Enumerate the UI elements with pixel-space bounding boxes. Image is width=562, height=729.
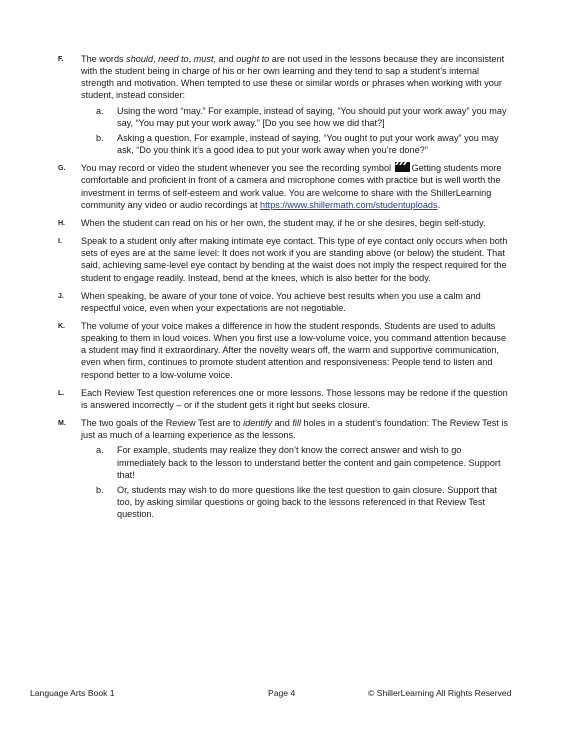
sub-item-letter: b.: [96, 132, 104, 143]
item-text: [81, 217, 510, 229]
sub-list-item: [96, 132, 510, 156]
item-letter: J.: [58, 292, 64, 300]
sub-item-letter: a.: [96, 105, 104, 116]
item-text: [81, 417, 510, 441]
recording-icon: [395, 162, 410, 172]
sub-list-item: [96, 484, 510, 520]
item-text: [81, 235, 510, 284]
text-run: The volume of your voice makes a difference in how the student responds. Students are used to adults speaking to them in loud voices. When you first use a low-volume voice, you command attention because a student may find it extraordinary. After the novelty wears off, the warm and supportive communication, even when firm, continues to promote student attention and responsiveness: People tend to listen and respond better to a low-volume voice.: [81, 320, 507, 380]
text-run: The two goals of the Review Test are to: [81, 418, 244, 429]
text-run: and: [272, 418, 293, 429]
text-run: ,: [188, 54, 194, 64]
emphasis-text: ought to: [236, 54, 270, 64]
text-run: When the student can read on his or her own, the student may, if he or she desires, begin self-study.: [81, 217, 486, 228]
emphasis-text: should: [126, 54, 154, 64]
instruction-list: [58, 53, 510, 526]
list-item: [58, 53, 510, 156]
sub-item-letter: b.: [96, 484, 104, 495]
sub-list-item: [96, 105, 510, 129]
page-footer: [30, 688, 535, 700]
sub-item-text: Asking a question. For example, instead of saying, “You ought to put your work away” you may ask, “Do you think it’s a good idea to put your work away when you’re done?”: [117, 132, 499, 156]
text-run: Getting students more comfortable and proficient in front of a camera and microphone comes with practice but is well worth the investment in terms of self-esteem and work value. You are welcome to share with the ShillerLearning community any video or audio recordings at: [81, 163, 502, 210]
emphasis-text: fill: [292, 418, 301, 429]
list-item: [58, 217, 510, 229]
item-text: [81, 387, 510, 411]
sub-list: [81, 105, 510, 157]
item-letter: L.: [58, 389, 65, 397]
sub-item-text: Or, students may wish to do more questions like the test question to gain closure. Support that too, by asking similar questions or going back to the lessons referenced in that Review Test question.: [117, 484, 497, 520]
text-run: holes in a student’s foundation: The Review Test is just as much of a learning experience as the lessons.: [81, 418, 508, 441]
item-letter: K.: [58, 322, 65, 330]
item-text: [81, 53, 510, 102]
list-item: [58, 387, 510, 411]
text-run: You may record or video the student whenever you see the recording symbol: [81, 163, 394, 174]
item-text: [81, 320, 510, 381]
item-letter: I.: [58, 238, 62, 246]
list-item: [58, 290, 510, 314]
text-run: When speaking, be aware of your tone of voice. You achieve best results when you use a calm and respectful voice, even when your expectations are not negotiable.: [81, 290, 481, 313]
text-run: The words: [81, 54, 127, 64]
footer-copyright: © ShillerLearning All Rights Reserved: [368, 688, 512, 698]
sub-item-letter: a.: [96, 445, 104, 456]
item-letter: G.: [58, 165, 66, 173]
student-uploads-link[interactable]: https://www.shillermath.com/studentuploads: [260, 199, 438, 210]
emphasis-text: need to: [158, 54, 189, 64]
text-run: Each Review Test question references one or more lessons. Those lessons may be redone if the question is answered incorrectly – or if the student gets it right but seeks closure.: [81, 387, 508, 410]
footer-book-title: Language Arts Book 1: [30, 688, 115, 698]
sub-list-item: [96, 444, 510, 480]
emphasis-text: identify: [243, 418, 273, 429]
item-text: [81, 290, 510, 314]
emphasis-text: must: [193, 54, 214, 64]
sub-item-text: For example, students may realize they don’t know the correct answer and wish to go immediately back to the lesson to understand better the content and gain competence. Support that!: [117, 445, 501, 480]
text-run: ,: [153, 54, 159, 64]
item-letter: F.: [58, 56, 64, 63]
sub-list: [81, 444, 510, 520]
list-item: [58, 320, 510, 381]
text-run: Speak to a student only after making intimate eye contact. This type of eye contact only occurs when both sets of eyes are at the same level: It does not work if you are standing above (or below) the student. That said, achieving same-level eye contact by bending at the waist does not imply the respect required for the student to engage readily. Instead, bend at the knees, which is also better for the body.: [81, 236, 508, 283]
list-item: [58, 162, 510, 211]
sub-item-text: Using the word “may.” For example, instead of saying, “You should put your work away” you may say, “You may put your work away.” [Do you see how we did that?]: [117, 105, 507, 128]
footer-page-number: Page 4: [268, 688, 296, 698]
text-run: .: [437, 199, 441, 210]
text-run: are not used in the lessons because they are inconsistent with the student being in charge of his or her own learning and they tend to sap a student’s internal strength and motivation. When tempted to use these or similar words or phrases when working with your student, instead consider:: [81, 54, 505, 101]
item-letter: H.: [58, 219, 65, 227]
list-item: [58, 235, 510, 284]
item-letter: M.: [58, 420, 66, 428]
item-text: [81, 162, 510, 211]
list-item: [58, 417, 510, 520]
text-run: , and: [213, 54, 237, 64]
